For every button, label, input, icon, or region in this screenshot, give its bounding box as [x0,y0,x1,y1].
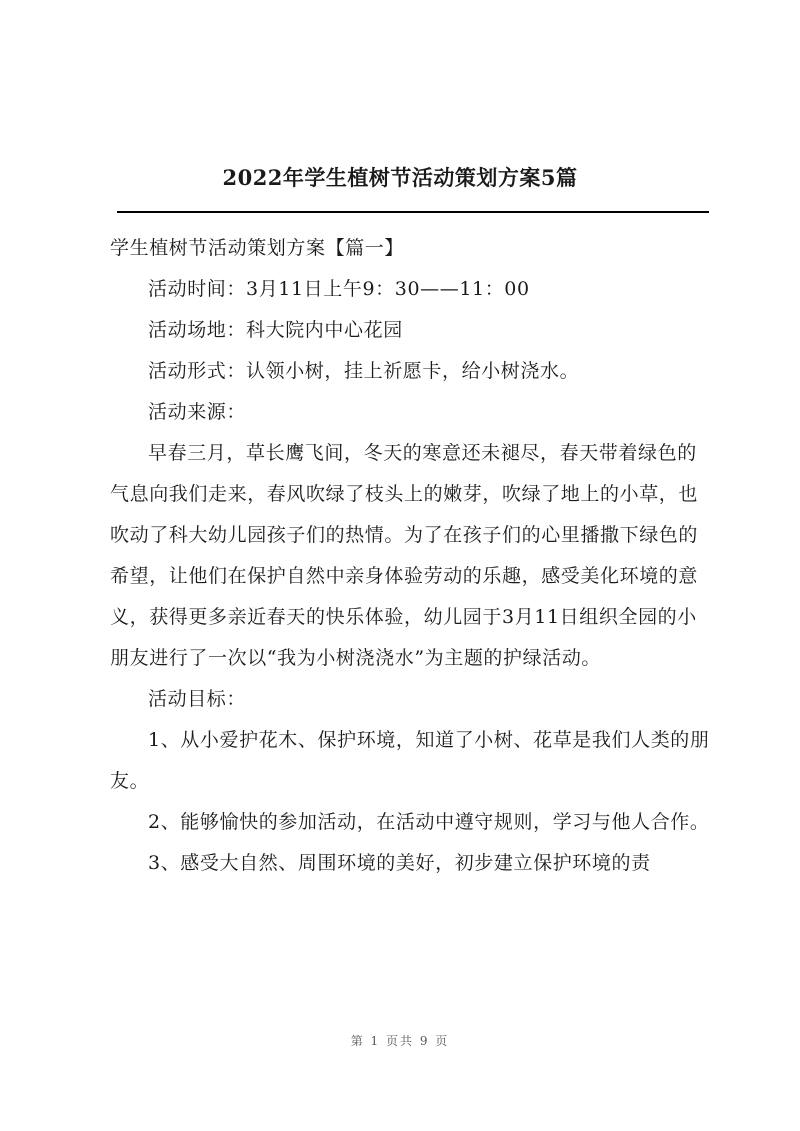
paragraph-goal-1: 1、从小爱护花木、保护环境，知道了小树、花草是我们人类的朋友。 [110,729,710,792]
title-divider [117,211,709,213]
paragraph-activity-format: 活动形式：认领小树，挂上祈愿卡，给小树浇水。 [148,360,580,382]
paragraph-goal-3: 3、感受大自然、周围环境的美好，初步建立保护环境的责 [148,852,651,874]
paragraph-activity-goals-label: 活动目标： [148,688,247,710]
page-number: 第 1 页共 9 页 [350,1034,450,1048]
document-body [110,228,713,884]
paragraph-activity-origin-label: 活动来源： [148,401,247,423]
paragraph-activity-venue: 活动场地：科大院内中心花园 [148,319,403,341]
paragraph-goal-2: 2、能够愉快的参加活动，在活动中遵守规则，学习与他人合作。 [148,811,710,833]
paragraph-activity-time: 活动时间：3月11日上午9：30——11：00 [148,278,530,300]
document-title: 2022年学生植树节活动策划方案5篇 [222,165,578,190]
section-heading: 学生植树节活动策划方案【篇一】 [110,237,405,259]
paragraph-activity-origin-body: 早春三月，草长鹰飞间，冬天的寒意还未褪尽，春天带着绿色的气息向我们走来，春风吹绿了枝头上的嫩芽，吹绿了地上的小草，也吹动了科大幼儿园孩子们的热情。为了在孩子们的心里播撒下绿色的希望，让他们在保护自然中亲身体验劳动的乐趣，感受美化环境的意义，获得更多亲近春天的快乐体验，幼儿园于3月11日组织全园的小朋友进行了一次以“我为小树浇浇水”为主题的护绿活动。 [110,442,699,669]
